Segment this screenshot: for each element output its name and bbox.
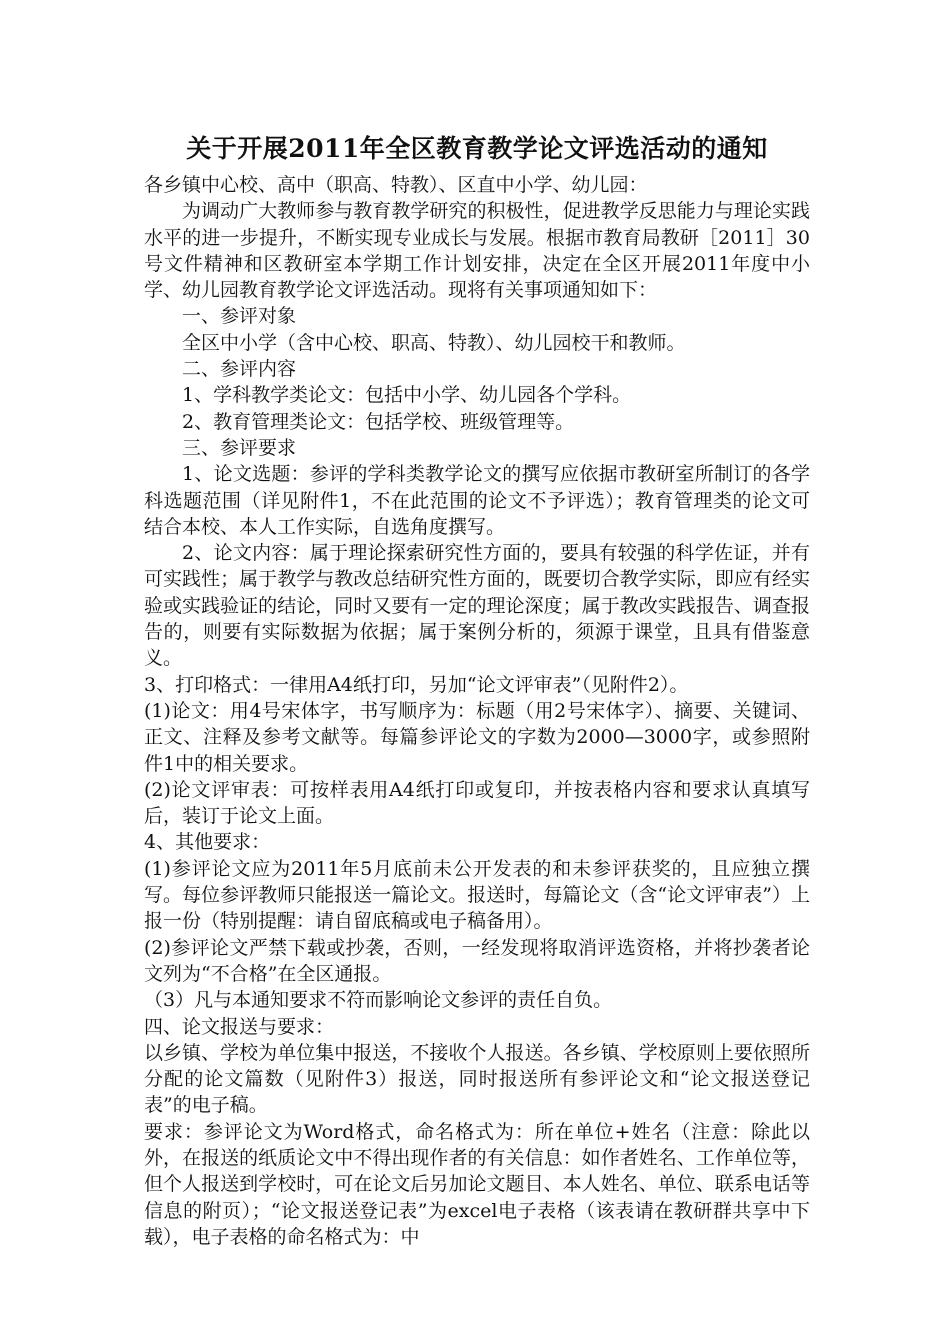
document-paragraph: 各乡镇中心校、高中（职高、特教）、区直中小学、幼儿园： [144, 174, 648, 196]
document-paragraph: 三、参评要求 [182, 436, 297, 459]
document-paragraph: 1、学科教学类论文：包括中小学、幼儿园各个学科。 [182, 384, 632, 407]
document-paragraph: 4、其他要求： [144, 831, 271, 854]
document-paragraph: (2)论文评审表：可按样表用A4纸打印或复印，并按表格内容和要求认真填写后，装订于论文上面。 [144, 778, 810, 828]
document-paragraph: 2、论文内容：属于理论探索研究性方面的，要具有较强的科学佐证，并有可实践性；属于教学与教改总结研究性方面的，既要切合教学实际，即应有经实验或实践验证的结论，同时又要有一定的理论深度；属于教改实践报告、调查报告的，则要有实际数据为依据；属于案例分析的，须源于课堂，且具有借鉴意义。 [144, 542, 810, 670]
document-paragraph: 以乡镇、学校为单位集中报送，不接收个人报送。各乡镇、学校原则上要依照所分配的论文篇数（见附件3）报送，同时报送所有参评论文和“论文报送登记表”的电子稿。 [144, 1041, 810, 1117]
document-page [144, 130, 810, 1250]
document-paragraph: 二、参评内容 [182, 358, 297, 381]
document-body [144, 172, 810, 1250]
document-paragraph: 四、论文报送与要求： [144, 1015, 335, 1038]
document-paragraph: （3）凡与本通知要求不符而影响论文参评的责任自负。 [144, 989, 613, 1012]
document-paragraph: (1)论文：用4号宋体字，书写顺序为：标题（用2号宋体字）、摘要、关键词、正文、注释及参考文献等。每篇参评论文的字数为2000—3000字，或参照附件1中的相关要求。 [144, 699, 810, 775]
document-paragraph: 全区中小学（含中心校、职高、特教）、幼儿园校干和教师。 [182, 331, 686, 354]
document-paragraph: 3、打印格式：一律用A4纸打印，另加“论文评审表”（见附件2）。 [144, 673, 689, 696]
document-paragraph: 1、论文选题：参评的学科类教学论文的撰写应依据市教研室所制订的各学科选题范围（详见附件1，不在此范围的论文不予评选）；教育管理类的论文可结合本校、本人工作实际，自选角度撰写。 [144, 463, 810, 538]
document-paragraph: 为调动广大教师参与教育教学研究的积极性，促进教学反思能力与理论实践水平的进一步提升，不断实现专业成长与发展。根据市教育局教研［2011］30号文件精神和区教研室本学期工作计划安排，决定在全区开展2011年度中小学、幼儿园教育教学论文评选活动。现将有关事项通知如下： [144, 200, 810, 302]
document-paragraph: 一、参评对象 [182, 305, 297, 328]
document-paragraph: 2、教育管理类论文：包括学校、班级管理等。 [182, 410, 575, 433]
document-paragraph: (2)参评论文严禁下载或抄袭，否则，一经发现将取消评选资格，并将抄袭者论文列为“不合格”在全区通报。 [144, 936, 810, 985]
document-paragraph: (1)参评论文应为2011年5月底前未公开发表的和未参评获奖的，且应独立撰写。每位参评教师只能报送一篇论文。报送时，每篇论文（含“论文评审表”）上报一份（特别提醒：请自留底稿或电子稿备用）。 [144, 857, 810, 933]
document-paragraph: 要求：参评论文为Word格式，命名格式为：所在单位+姓名（注意：除此以外，在报送的纸质论文中不得出现作者的有关信息：如作者姓名、工作单位等，但个人报送到学校时，可在论文后另加论文题目、本人姓名、单位、联系电话等信息的附页）；“论文报送登记表”为excel电子表格（该表请在教研群共享中下载），电子表格的命名格式为：中 [144, 1120, 810, 1248]
document-title: 关于开展2011年全区教育教学论文评选活动的通知 [186, 134, 768, 163]
